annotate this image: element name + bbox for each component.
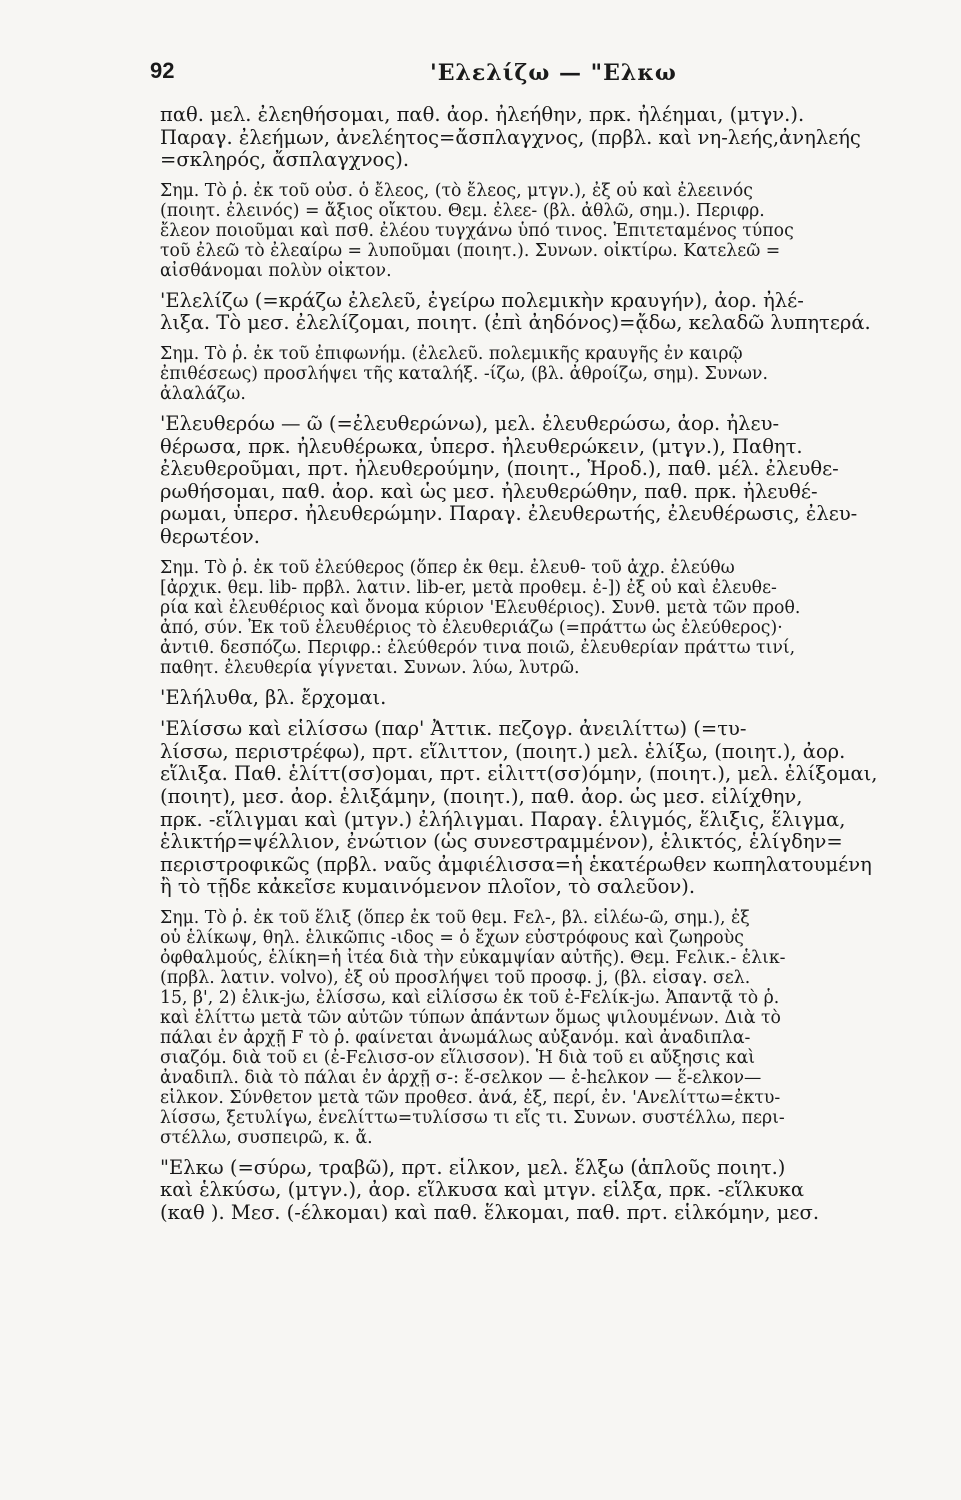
text-line: ἐλευθεροῦμαι, πρτ. ἠλευθερούμην, (ποιητ., Ἡροδ.), παθ. μέλ. ἐλευθε- bbox=[160, 458, 839, 481]
page-number: 92 bbox=[150, 58, 175, 83]
running-head: 'Ελελίζω — "Ελκω bbox=[430, 60, 677, 86]
text-line: ἀντιθ. δεσπόζω. Περιφρ.: ἐλεύθερόν τινα ποιῶ, ἐλευθερίαν πράττω τινί, bbox=[160, 637, 796, 658]
text-line: λιξα. Τὸ μεσ. ἐλελίζομαι, ποιητ. (ἐπὶ ἀηδόνος)=ᾄδω, κελαδῶ λυπητερά. bbox=[160, 312, 871, 335]
body-text bbox=[160, 104, 935, 1234]
text-line: Σημ. Τὸ ῥ. ἐκ τοῦ ἐπιφωνήμ. (ἐλελεῦ. πολεμικῆς κραυγῆς ἐν καιρῷ bbox=[160, 343, 743, 364]
text-line: οὗ ἑλίκωψ, θηλ. ἑλικῶπις -ιδος = ὁ ἔχων εὐστρόφους καὶ ζωηροὺς bbox=[160, 927, 744, 948]
text-line: ἀπό, σύν. Ἐκ τοῦ ἐλευθέριος τὸ ἐλευθεριάζω (=πράττω ὡς ἐλεύθερος)· bbox=[160, 617, 783, 638]
text-line: πάλαι ἐν ἀρχῇ F τὸ ῥ. φαίνεται ἀνωμάλως αὐξανόμ. καὶ ἀναδιπλα- bbox=[160, 1027, 751, 1048]
text-line: θέρωσα, πρκ. ἠλευθέρωκα, ὑπερσ. ἠλευθερώκειν, (μτγν.), Παθητ. bbox=[160, 435, 803, 458]
text-line: "Ελκω (=σύρω, τραβῶ), πρτ. εἷλκον, μελ. ἕλξω (ἁπλοῦς ποιητ.) bbox=[160, 1156, 786, 1179]
dictionary-entry bbox=[160, 718, 935, 899]
text-line: λίσσω, περιστρέφω), πρτ. εἵλιττον, (ποιητ.) μελ. ἑλίξω, (ποιητ.), ἀορ. bbox=[160, 740, 846, 763]
text-line: 'Ελίσσω καὶ εἱλίσσω (παρ' Ἀττικ. πεζογρ. ἀνειλίττω) (=τυ- bbox=[160, 718, 747, 741]
text-line: καὶ ἑλκύσω, (μτγν.), ἀορ. εἵλκυσα καὶ μτγν. εἷλξα, πρκ. -εἵλκυκα bbox=[160, 1179, 804, 1202]
text-line: =σκληρός, ἄσπλαγχνος). bbox=[160, 149, 410, 172]
text-line: ρωμαι, ὑπερσ. ἠλευθερώμην. Παραγ. ἐλευθερωτής, ἐλευθέρωσις, ἐλευ- bbox=[160, 503, 858, 526]
text-line: ἀλαλάζω. bbox=[160, 383, 246, 404]
dictionary-entry bbox=[160, 687, 935, 710]
text-line: 'Ελευθερόω — ῶ (=ἐλευθερώνω), μελ. ἐλευθερώσω, ἀορ. ἠλευ- bbox=[160, 412, 780, 435]
text-line: Παραγ. ἐλεήμων, ἀνελέητος=ἄσπλαγχνος, (πρβλ. καὶ νη-λεής,ἀνηλεής bbox=[160, 126, 861, 149]
text-line: ρία καὶ ἐλευθέριος καὶ ὄνομα κύριον 'Ελευθέριος). Συνθ. μετὰ τῶν προθ. bbox=[160, 597, 801, 618]
text-line: περιστροφικῶς (πρβλ. ναῦς ἀμφιέλισσα=ἡ ἑκατέρωθεν κωπηλατουμένη bbox=[160, 853, 872, 876]
text-line: (ποιητ), μεσ. ἀορ. ἑλιξάμην, (ποιητ.), παθ. ἀορ. ὡς μεσ. εἱλίχθην, bbox=[160, 785, 803, 808]
text-line: 'Ελήλυθα, βλ. ἔρχομαι. bbox=[160, 686, 387, 709]
text-line: παθητ. ἐλευθερία γίγνεται. Συνων. λύω, λυτρῶ. bbox=[160, 657, 580, 678]
etymology-note bbox=[160, 344, 935, 404]
etymology-note bbox=[160, 558, 935, 678]
text-line: Σημ. Τὸ ῥ. ἐκ τοῦ οὐσ. ὁ ἔλεος, (τὸ ἔλεος, μτγν.), ἐξ οὗ καὶ ἐλεεινός bbox=[160, 180, 753, 201]
text-line: στέλλω, συσπειρῶ, κ. ἄ. bbox=[160, 1127, 373, 1148]
dictionary-entry bbox=[160, 1157, 935, 1225]
dictionary-entry bbox=[160, 290, 935, 335]
text-line: ρωθήσομαι, παθ. ἀορ. καὶ ὡς μεσ. ἠλευθερώθην, παθ. πρκ. ἠλευθέ- bbox=[160, 480, 818, 503]
text-line: (πρβλ. λατιν. volvo), ἐξ οὗ προσλήψει τοῦ προσφ. j, (βλ. εἰσαγ. σελ. bbox=[160, 967, 751, 988]
text-line: ἢ τὸ τῇδε κἀκεῖσε κυμαινόμενον πλοῖον, τὸ σαλεῦον). bbox=[160, 876, 696, 899]
text-line: 'Ελελίζω (=κράζω ἐλελεῦ, ἐγείρω πολεμικὴν κραυγήν), ἀορ. ἠλέ- bbox=[160, 289, 804, 312]
text-line: πρκ. -εἵλιγμαι καὶ (μτγν.) ἐλήλιγμαι. Παραγ. ἑλιγμός, ἕλιξις, ἕλιγμα, bbox=[160, 808, 846, 831]
text-line: (καθ ). Μεσ. (-έλκομαι) καὶ παθ. ἕλκομαι, παθ. πρτ. εἱλκόμην, μεσ. bbox=[160, 1202, 820, 1225]
text-line: εἷλκον. Σύνθετον μετὰ τῶν προθεσ. ἀνά, ἐξ, περί, ἐν. 'Ανελίττω=ἐκτυ- bbox=[160, 1087, 781, 1108]
dictionary-entry bbox=[160, 104, 935, 172]
dictionary-entry bbox=[160, 413, 935, 549]
page-header bbox=[140, 58, 921, 98]
text-line: (ποιητ. ἐλεινός) = ἄξιος οἴκτου. Θεμ. ἐλεε- (βλ. ἀθλῶ, σημ.). Περιφρ. bbox=[160, 200, 765, 221]
text-line: καὶ ἑλίττω μετὰ τῶν αὐτῶν τύπων ἁπάντων ὅμως ψιλουμένων. Διὰ τὸ bbox=[160, 1007, 781, 1028]
text-line: ἑλικτήρ=ψέλλιον, ἐνώτιον (ὡς συνεστραμμένον), ἑλικτός, ἑλίγδην= bbox=[160, 831, 843, 854]
text-line: εἵλιξα. Παθ. ἑλίττ(σσ)ομαι, πρτ. εἱλιττ(σσ)όμην, (ποιητ.), μελ. ἑλίξομαι, bbox=[160, 763, 878, 786]
text-line: τοῦ ἐλεῶ τὸ ἐλεαίρω = λυποῦμαι (ποιητ.). Συνων. οἰκτίρω. Κατελεῶ = bbox=[160, 240, 781, 261]
text-line: ἀναδιπλ. διὰ τὸ πάλαι ἐν ἀρχῇ σ-: ἕ-σελκον — ἐ-hελκον — ἕ-ελκον— bbox=[160, 1067, 762, 1088]
text-line: Σημ. Τὸ ῥ. ἐκ τοῦ ἐλεύθερος (ὅπερ ἐκ θεμ. ἐλευθ- τοῦ ἀχρ. ἐλεύθω bbox=[160, 557, 735, 578]
text-line: παθ. μελ. ἐλεηθήσομαι, παθ. ἀορ. ἠλεήθην, πρκ. ἠλέημαι, (μτγν.). bbox=[160, 104, 805, 126]
text-line: λίσσω, ξετυλίγω, ἐνελίττω=τυλίσσω τι εἴς τι. Συνων. συστέλλω, περι- bbox=[160, 1107, 785, 1128]
etymology-note bbox=[160, 908, 935, 1148]
text-line: ἐπιθέσεως) προσλήψει τῆς καταλήξ. -ίζω, (βλ. ἀθροίζω, σημ). Συνων. bbox=[160, 363, 768, 384]
etymology-note bbox=[160, 181, 935, 281]
text-line: Σημ. Τὸ ῥ. ἐκ τοῦ ἕλιξ (ὅπερ ἐκ τοῦ θεμ. Fελ-, βλ. εἰλέω-ῶ, σημ.), ἐξ bbox=[160, 907, 750, 928]
text-line: 15, β', 2) ἑλικ-jω, ἑλίσσω, καὶ εἱλίσσω ἐκ τοῦ ἐ-Fελίκ-jω. Ἀπαντᾷ τὸ ῥ. bbox=[160, 987, 780, 1008]
text-line: ἔλεον ποιοῦμαι καὶ πσθ. ἐλέου τυγχάνω ὑπό τινος. Ἐπιτεταμένος τύπος bbox=[160, 220, 794, 241]
text-line: θερωτέον. bbox=[160, 525, 260, 548]
text-line: αἰσθάνομαι πολὺν οἶκτον. bbox=[160, 260, 392, 281]
text-line: σιαζόμ. διὰ τοῦ ει (ἐ-Fελισσ-ον εἵλισσον). Ἡ διὰ τοῦ ει αὔξησις καὶ bbox=[160, 1047, 756, 1068]
text-line: ὀφθαλμούς, ἑλίκη=ἡ ἰτέα διὰ τὴν εὐκαμψίαν αὐτῆς). Θεμ. Fελικ.- ἑλικ- bbox=[160, 947, 786, 968]
text-line: [ἀρχικ. θεμ. lib- πρβλ. λατιν. lib-er, μετὰ προθεμ. ἐ-]) ἐξ οὗ καὶ ἐλευθε- bbox=[160, 577, 777, 598]
